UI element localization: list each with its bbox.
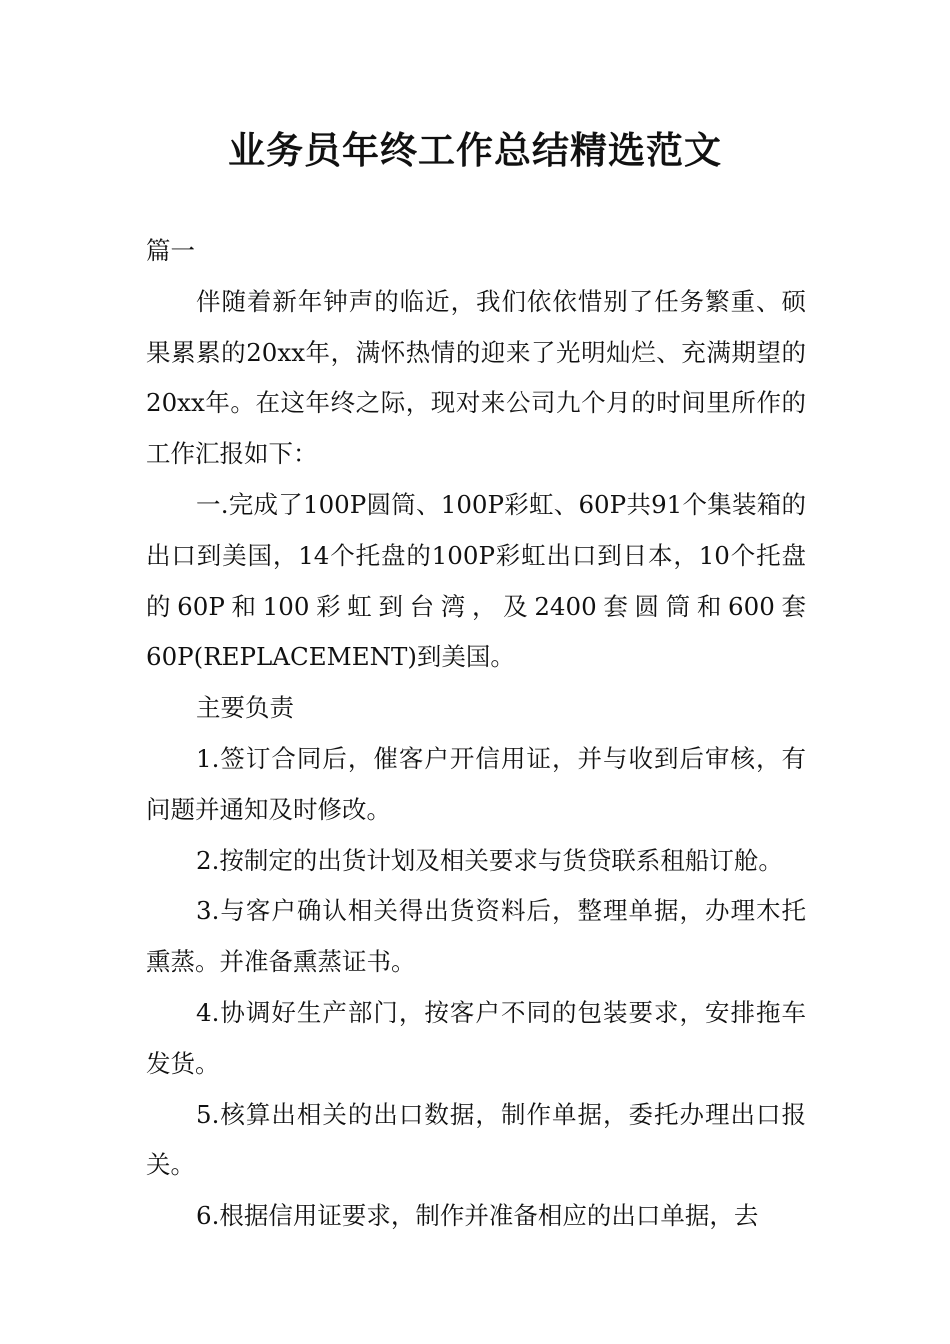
duty-item-1: 1.签订合同后，催客户开信用证，并与收到后审核，有问题并通知及时修改。 (146, 743, 806, 824)
document-title: 业务员年终工作总结精选范文 (228, 129, 722, 172)
duty-item-5: 5.核算出相关的出口数据，制作单据，委托办理出口报关。 (146, 1099, 806, 1180)
duty-item-3: 3.与客户确认相关得出货资料后，整理单据，办理木托熏蒸。并准备熏蒸证书。 (146, 896, 806, 977)
duty-item-2: 2.按制定的出货计划及相关要求与货贷联系租船订舱。 (196, 845, 783, 875)
document-body (146, 226, 806, 1242)
section-heading: 篇一 (146, 236, 195, 265)
paragraph-intro: 伴随着新年钟声的临近，我们依依惜别了任务繁重、硕果累累的20xx年，满怀热情的迎来了光明灿烂、充满期望的20xx年。在这年终之际，现对来公司九个月的时间里所作的工作汇报如下： (146, 286, 806, 469)
duty-item-4: 4.协调好生产部门，按客户不同的包装要求，安排拖车发货。 (146, 997, 806, 1078)
paragraph-completed-work: 一.完成了100P圆筒、100P彩虹、60P共91个集装箱的出口到美国，14个托盘的100P彩虹出口到日本，10个托盘的60P和100彩虹到台湾，及2400套圆筒和600套60P(REPLACEMENT)到美国。 (146, 489, 806, 672)
paragraph-main-duties: 主要负责 (196, 693, 294, 723)
duty-item-6: 6.根据信用证要求，制作并准备相应的出口单据，去 (196, 1201, 759, 1231)
